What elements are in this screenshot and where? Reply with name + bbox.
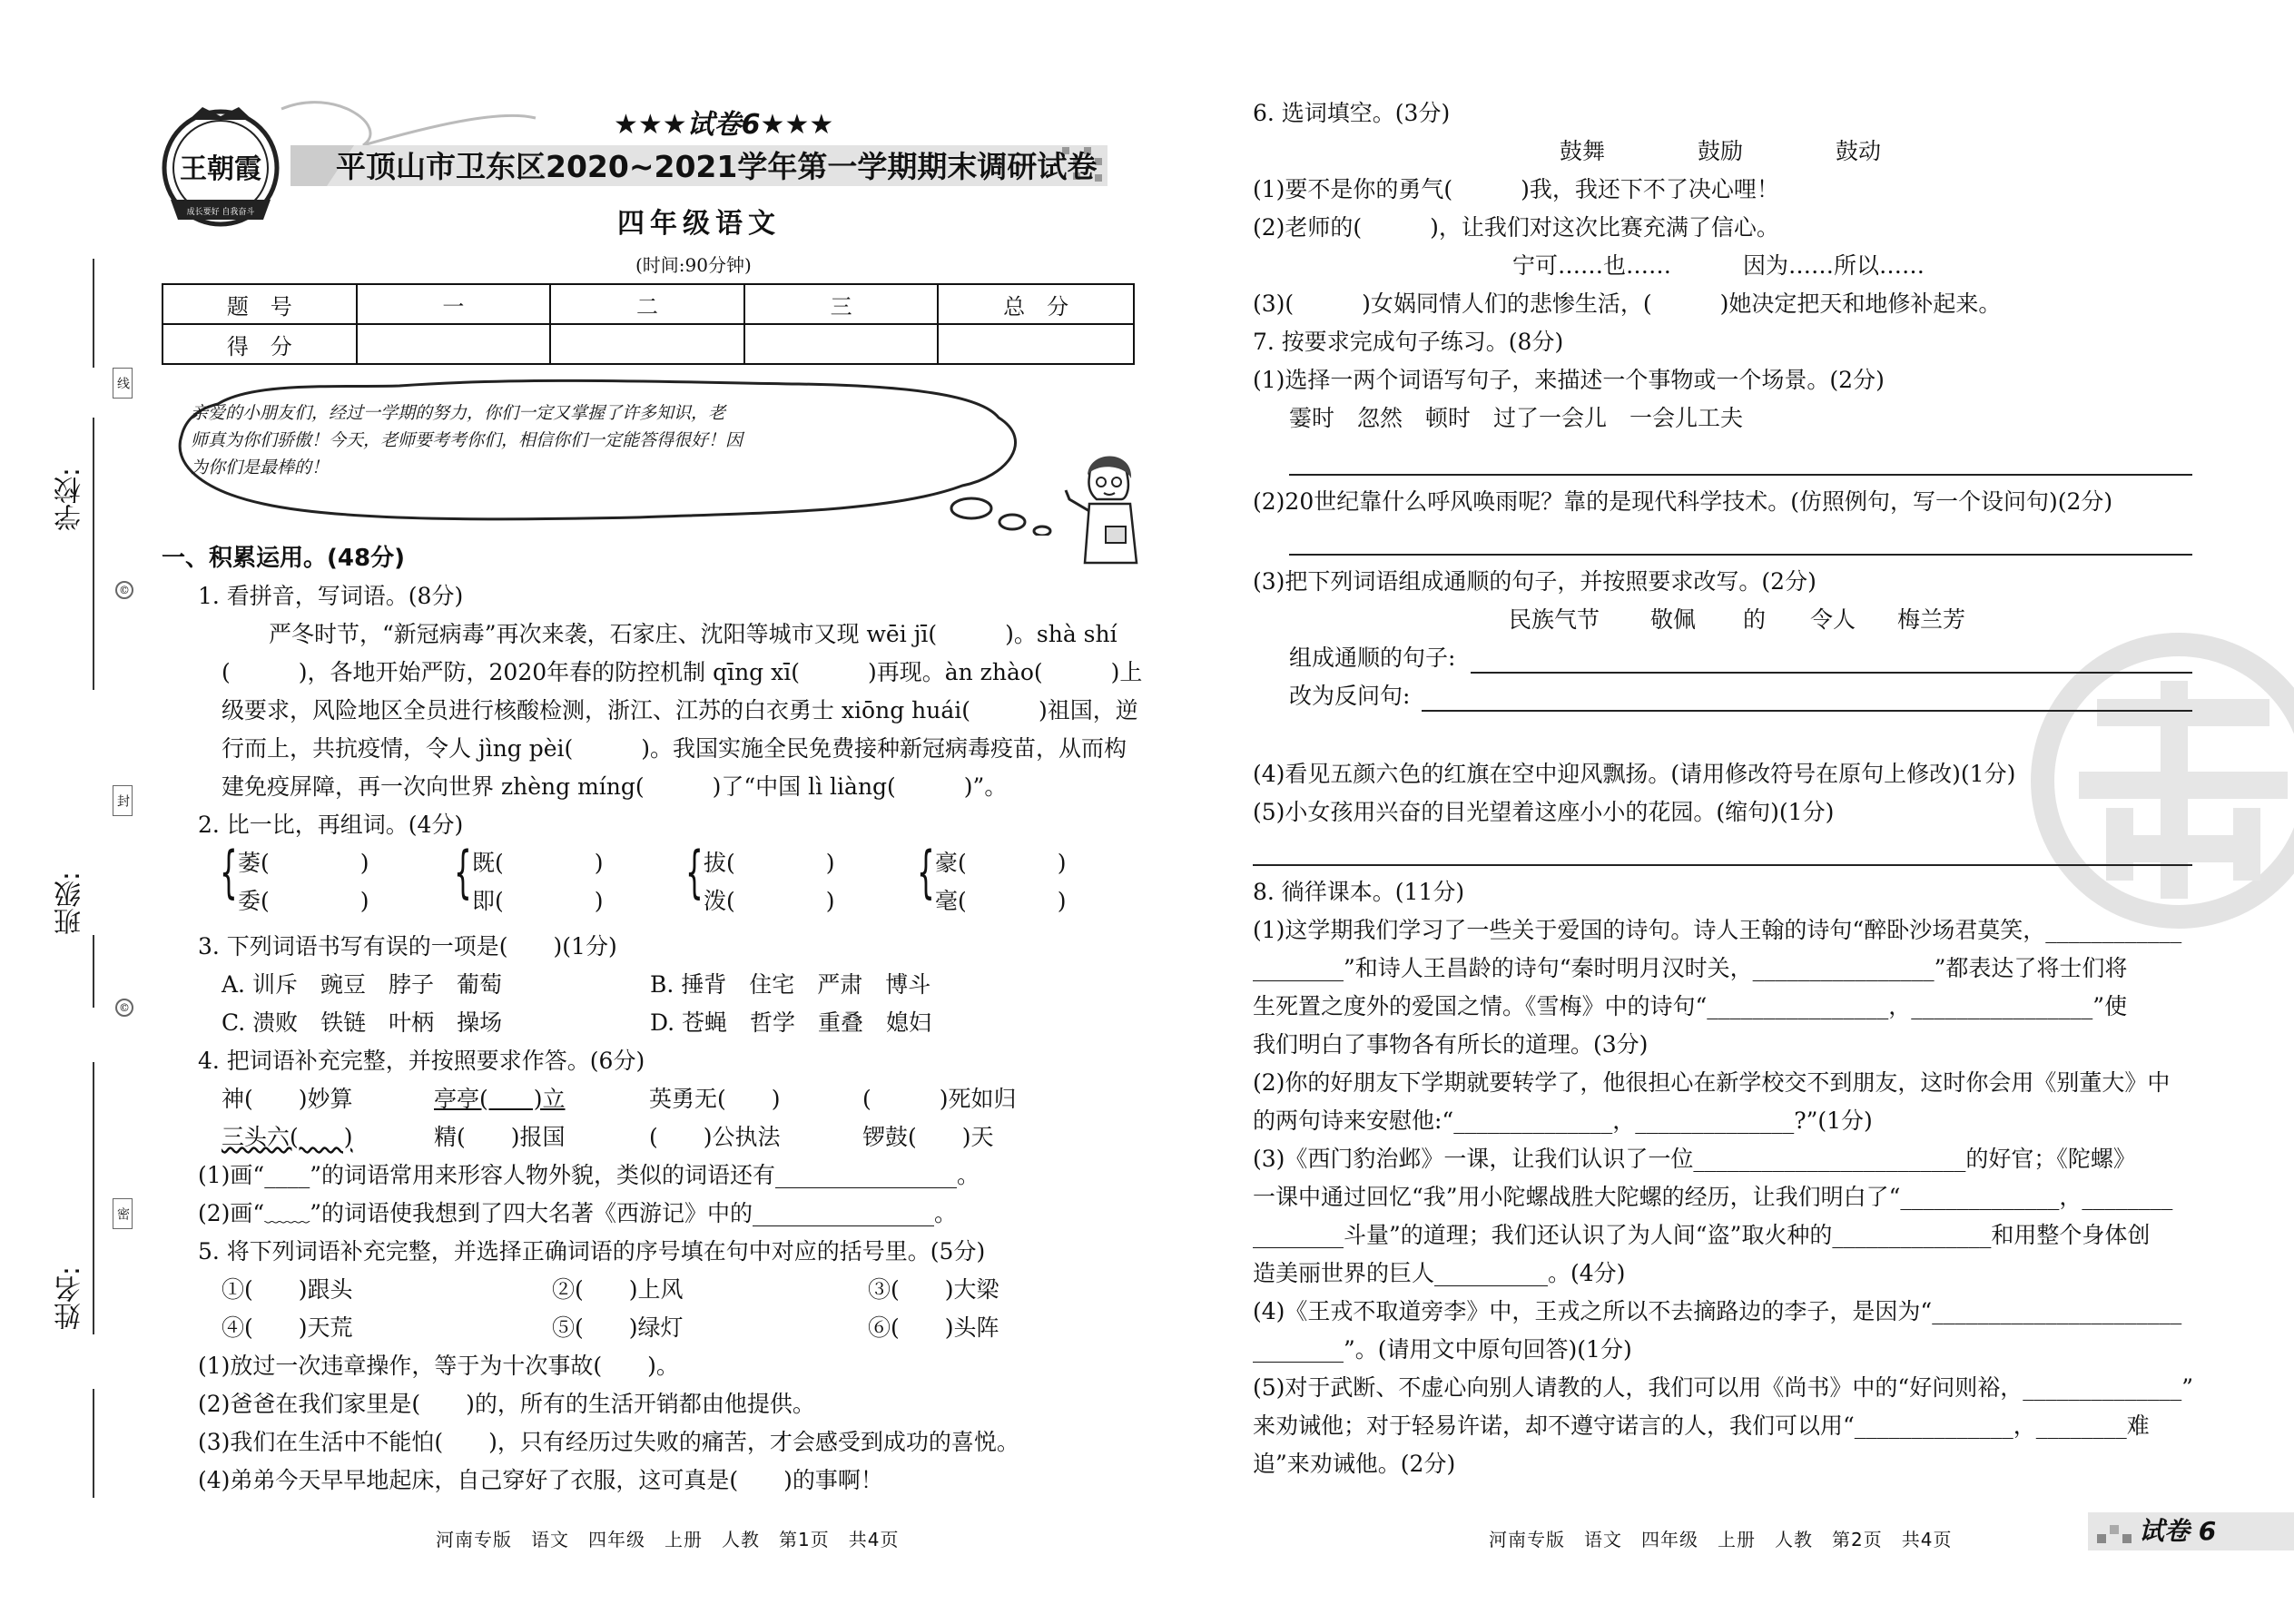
question-title: 2. 比一比，再组词。(4分) <box>198 812 464 838</box>
idiom-item: 锣鼓( )天 <box>862 1124 994 1150</box>
score-cell[interactable] <box>357 324 551 364</box>
q8-line: ________”。(请用文中原句回答)(1分) <box>1253 1336 1632 1363</box>
q7-word: 梅兰芳 <box>1897 606 1966 633</box>
question-title: 3. 下列词语书写有误的一项是( )(1分) <box>198 933 617 960</box>
paper-tag-box <box>2088 1512 2294 1550</box>
binding-line <box>93 1389 94 1498</box>
q7-prompt: 改为反问句: <box>1289 683 1411 709</box>
logo-emblem <box>153 100 289 236</box>
q8-line: 一课中通过回忆“我”用小陀螺战胜大陀螺的经历，让我们明白了“______________，________ <box>1253 1184 2173 1210</box>
word-choice: 因为……所以…… <box>1743 252 1925 279</box>
q7-sub: (4)看见五颜六色的红旗在空中迎风飘扬。(请用修改符号在原句上修改)(1分) <box>1253 761 2016 787</box>
school-label: 学校: <box>54 468 86 532</box>
word-choice: 鼓动 <box>1836 138 1882 164</box>
score-row-label: 得 分 <box>162 324 357 364</box>
q1-line: 级要求，风险地区全员进行核酸检测，浙江、江苏的白衣勇士 xiōng huái( )祖国，逆 <box>222 697 1138 723</box>
q8-line: 生死置之度外的爱国之情。《雪梅》中的诗句“________________，________________”使 <box>1253 993 2128 1019</box>
binding-line <box>93 935 94 1008</box>
subject-title: 四年级语文 <box>617 208 781 240</box>
paper-ribbon: ★★★试卷6★★★ <box>614 109 834 141</box>
tag-square-icon <box>2122 1534 2132 1543</box>
compare-item: 萎( ) <box>238 850 369 876</box>
q5-item: ⑥( )头阵 <box>868 1314 999 1341</box>
q1-line: ( )，各地开始严防，2020年春的防控机制 qīng xī( )再现。àn zhào( )上 <box>222 659 1143 685</box>
q7-prompt: 组成通顺的句子: <box>1289 645 1456 671</box>
word-choice: 鼓励 <box>1698 138 1744 164</box>
score-header: 一 <box>357 284 551 324</box>
q8-line: 造美丽世界的巨人__________。(4分) <box>1253 1260 1626 1286</box>
question-title: 6. 选词填空。(3分) <box>1253 100 1451 126</box>
q1-line: 严冬时节，“新冠病毒”再次来袭，石家庄、沈阳等城市又现 wēi jī( )。shà shí <box>269 621 1117 647</box>
q3-option-c[interactable]: C. 溃败 铁链 叶柄 操场 <box>222 1009 503 1036</box>
compare-item: 豪( ) <box>935 850 1067 876</box>
q1-line: 建免疫屏障，再一次向世界 zhèng míng( )了“中国 lì liàng( )”。 <box>222 773 1008 800</box>
question-title: 4. 把词语补充完整，并按照要求作答。(6分) <box>198 1048 645 1074</box>
idiom-item: ( )死如归 <box>862 1086 1017 1112</box>
q8-line: 追”来劝诫他。(2分) <box>1253 1451 1456 1477</box>
intro-line: 师真为你们骄傲！今天，老师要考考你们，相信你们一定能答得很好！因 <box>191 430 743 450</box>
tag-square-icon <box>2110 1525 2119 1534</box>
compare-item: 既( ) <box>472 850 604 876</box>
question-title: 7. 按要求完成句子练习。(8分) <box>1253 329 1564 355</box>
compare-item: 委( ) <box>238 888 369 914</box>
score-cell[interactable] <box>938 324 1134 364</box>
brace-icon: { <box>454 839 472 905</box>
logo-motto: 成长要好 自我奋斗 <box>186 208 255 217</box>
class-label: 班级: <box>54 871 86 936</box>
paper-title: 平顶山市卫东区2020~2021学年第一学期期末调研试卷 <box>336 149 1098 184</box>
score-cell[interactable] <box>744 324 939 364</box>
q7-sub: (3)把下列词语组成通顺的句子，并按照要求改写。(2分) <box>1253 568 1816 595</box>
binding-line <box>93 259 94 368</box>
answer-line[interactable] <box>1289 474 2192 476</box>
q5-item: ①( )跟头 <box>222 1276 353 1303</box>
q6-sentence: (2)老师的( )，让我们对这次比赛充满了信心。 <box>1253 214 1779 241</box>
q4-sub: (1)画“____”的词语常用来形容人物外貌，类似的词语还有________________。 <box>198 1162 980 1188</box>
idiom-item: 英勇无( ) <box>649 1086 781 1112</box>
compare-item: 拔( ) <box>704 850 835 876</box>
idiom-item: 神( )妙算 <box>222 1086 353 1112</box>
q7-words: 霎时 忽然 顿时 过了一会儿 一会儿工夫 <box>1289 405 1744 431</box>
answer-line[interactable] <box>1289 554 2192 556</box>
score-header: 二 <box>550 284 744 324</box>
brace-icon: { <box>220 839 238 905</box>
compare-item: 泼( ) <box>704 888 835 914</box>
q5-item: ②( )上风 <box>552 1276 684 1303</box>
q7-word: 民族气节 <box>1509 606 1600 633</box>
q8-line: 的两句诗来安慰他:“______________，______________?”(1分) <box>1253 1107 1873 1134</box>
page-footer-left: 河南专版 语文 四年级 上册 人教 第1页 共4页 <box>436 1529 900 1550</box>
page-footer-right: 河南专版 语文 四年级 上册 人教 第2页 共4页 <box>1489 1529 1953 1550</box>
q8-line: (5)对于武断、不虚心向别人请教的人，我们可以用《尚书》中的“好问则裕，______________” <box>1253 1374 2193 1401</box>
q8-line: (1)这学期我们学习了一些关于爱国的诗句。诗人王翰的诗句“醉卧沙场君莫笑，____________ <box>1253 917 2182 943</box>
score-header: 题 号 <box>162 284 357 324</box>
intro-line: 为你们是最棒的！ <box>191 458 330 477</box>
punch-hole-icon: © <box>115 581 133 599</box>
q5-sub: (3)我们在生活中不能怕( )，只有经历过失败的痛苦，才会感受到成功的喜悦。 <box>198 1429 1019 1455</box>
q8-line: ________斗量”的道理；我们还认识了为人间“盗”取火种的______________和用整个身体创 <box>1253 1222 2151 1248</box>
compare-item: 毫( ) <box>935 888 1067 914</box>
q8-line: (2)你的好朋友下学期就要转学了，他很担心在新学校交不到朋友，这时你会用《别董大》中 <box>1253 1069 2171 1096</box>
teacher-cartoon-icon <box>1062 449 1148 567</box>
seal-mark-mi: 密 <box>113 1198 133 1229</box>
punch-hole-icon: © <box>115 999 133 1017</box>
brace-icon: { <box>917 839 935 905</box>
q5-sub: (2)爸爸在我们家里是( )的，所有的生活开销都由他提供。 <box>198 1391 815 1417</box>
q7-sub: (2)20世纪靠什么呼风唤雨呢？靠的是现代科学技术。(仿照例句，写一个设问句)(2分) <box>1253 488 2113 515</box>
q7-sub: (1)选择一两个词语写句子，来描述一个事物或一个场景。(2分) <box>1253 367 1885 393</box>
question-title: 1. 看拼音，写词语。(8分) <box>198 583 464 609</box>
name-label: 姓名: <box>54 1266 86 1331</box>
word-choice: 鼓舞 <box>1560 138 1606 164</box>
score-header: 总 分 <box>938 284 1134 324</box>
seal-mark-xian: 线 <box>113 368 133 399</box>
paper-tag: 试卷 6 <box>2139 1516 2217 1546</box>
q8-line: ________”和诗人王昌龄的诗句“秦时明月汉时关，________________”都表达了将士们将 <box>1253 955 2128 981</box>
q5-sub: (4)弟弟今天早早地起床，自己穿好了衣服，这可真是( )的事啊！ <box>198 1467 883 1493</box>
q8-line: (4)《王戎不取道旁李》中，王戎之所以不去摘路边的李子，是因为“______________________ <box>1253 1298 2182 1324</box>
q6-sentence: (1)要不是你的勇气( )我，我还下不了决心哩！ <box>1253 176 1779 202</box>
q3-option-a[interactable]: A. 训斥 豌豆 脖子 葡萄 <box>222 971 502 998</box>
q7-word: 令人 <box>1810 606 1856 633</box>
time-limit: (时间:90分钟) <box>635 254 752 276</box>
answer-line[interactable] <box>1471 672 2192 674</box>
q7-word: 敬佩 <box>1650 606 1697 633</box>
q5-item: ④( )天荒 <box>222 1314 353 1341</box>
q3-option-d[interactable]: D. 苍蝇 哲学 重叠 媳妇 <box>650 1009 932 1036</box>
q8-line: (3)《西门豹治邺》一课，让我们认识了一位________________________的好官；《陀螺》 <box>1253 1146 2136 1172</box>
seal-mark-feng: 封 <box>113 785 133 816</box>
score-header: 三 <box>744 284 939 324</box>
intro-line: 亲爱的小朋友们，经过一学期的努力，你们一定又掌握了许多知识，老 <box>191 403 726 423</box>
answer-line[interactable] <box>1422 710 2192 712</box>
idiom-item: 三头六( ) <box>222 1124 353 1150</box>
idiom-item: ( )公执法 <box>649 1124 781 1150</box>
q3-option-b[interactable]: B. 捶背 住宅 严肃 博斗 <box>650 971 931 998</box>
q8-line: 来劝诫他；对于轻易许诺，却不遵守诺言的人，我们可以用“______________，________难 <box>1253 1412 2150 1439</box>
idiom-item: 亭亭( )立 <box>434 1086 566 1112</box>
brace-icon: { <box>685 839 704 905</box>
score-table <box>162 283 1135 365</box>
word-choice: 宁可……也…… <box>1512 252 1672 279</box>
score-cell[interactable] <box>550 324 744 364</box>
q8-line: 我们明白了事物各有所长的道理。(3分) <box>1253 1031 1649 1058</box>
question-title: 8. 徜徉课本。(11分) <box>1253 879 1465 905</box>
section-title: 一、积累运用。(48分) <box>162 545 405 572</box>
q5-sub: (1)放过一次违章操作，等于为十次事故( )。 <box>198 1353 679 1379</box>
binding-line <box>93 1062 94 1334</box>
q5-item: ⑤( )绿灯 <box>552 1314 684 1341</box>
binding-line <box>93 418 94 690</box>
q6-sentence: (3)( )女娲同情人们的悲惨生活，( )她决定把天和地修补起来。 <box>1253 290 2002 317</box>
tag-square-icon <box>2097 1534 2106 1543</box>
compare-item: 即( ) <box>472 888 604 914</box>
logo-text: 王朝霞 <box>180 153 261 185</box>
q7-word: 的 <box>1743 606 1767 633</box>
idiom-item: 精( )报国 <box>434 1124 566 1150</box>
q4-sub: (2)画“﹏﹏”的词语使我想到了四大名著《西游记》中的________________。 <box>198 1200 957 1226</box>
q1-line: 行而上，共抗疫情，令人 jìng pèi( )。我国实施全民免费接种新冠病毒疫苗，从而构 <box>222 735 1127 762</box>
q5-item: ③( )大梁 <box>868 1276 999 1303</box>
answer-line[interactable] <box>1253 864 2192 866</box>
question-title: 5. 将下列词语补充完整，并选择正确词语的序号填在句中对应的括号里。(5分) <box>198 1238 986 1265</box>
q7-sub: (5)小女孩用兴奋的目光望着这座小小的花园。(缩句)(1分) <box>1253 799 1835 825</box>
